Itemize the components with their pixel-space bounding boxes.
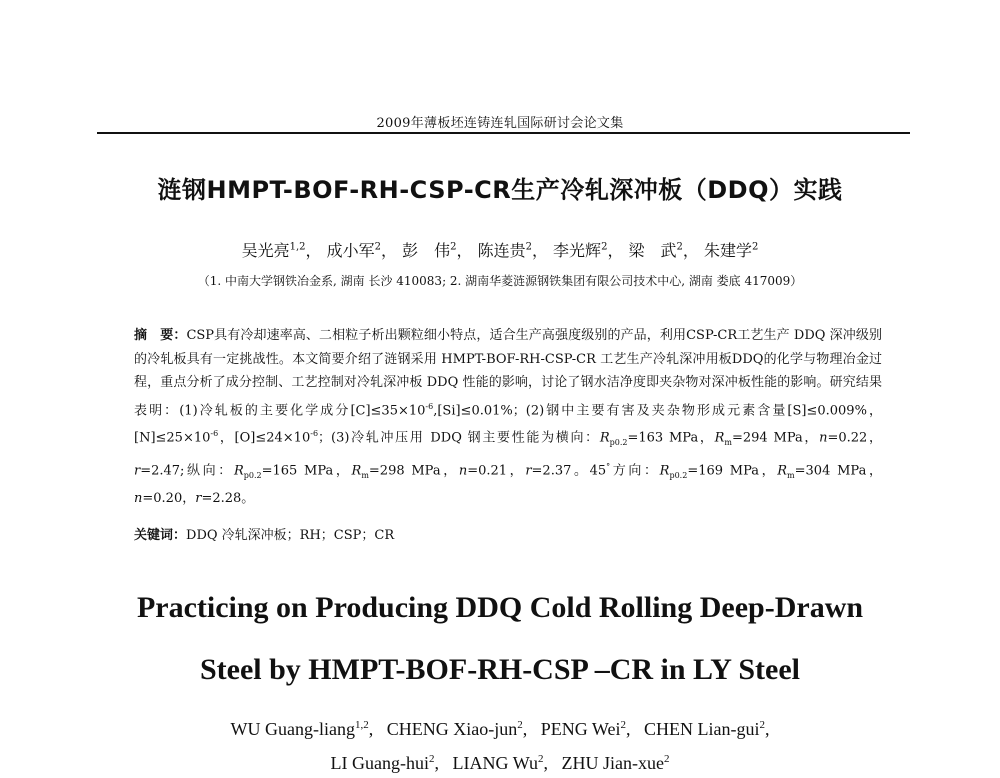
abstract-text: =0.20， xyxy=(142,491,196,507)
author: CHEN Lian-gui xyxy=(643,719,760,739)
author-affil-mark: 2 xyxy=(525,241,532,253)
exponent: -6 xyxy=(210,429,219,439)
abstract-text: ,[Si]≤0.01%；(2)钢中主要有害及夹杂物形成元素含量[S]≤0.009%，[N]≤25×10 xyxy=(134,402,883,446)
author-affil-mark: 1,2 xyxy=(355,719,369,731)
author: LI Guang-hui xyxy=(330,753,430,773)
author: 朱建学 xyxy=(704,241,753,260)
chinese-abstract xyxy=(134,324,882,511)
author: 彭 伟 xyxy=(402,241,451,260)
author-affil-mark: 2 xyxy=(537,753,544,765)
abstract-text: =2.28。 xyxy=(201,491,255,507)
author-affil-mark: 2 xyxy=(374,241,381,253)
subscript: p0.2 xyxy=(669,470,688,480)
author-affil-mark: 1,2 xyxy=(289,241,306,253)
subscript: m xyxy=(361,470,369,480)
author-affil-mark: 2 xyxy=(759,719,765,731)
english-title-line: Steel by HMPT-BOF-RH-CSP –CR in LY Steel xyxy=(199,653,800,686)
english-title-line: Practicing on Producing DDQ Cold Rolling Deep-Drawn xyxy=(136,591,864,624)
header-rule xyxy=(97,132,910,134)
symbol-r-value: r xyxy=(134,463,141,479)
symbol-r: R xyxy=(714,430,725,446)
abstract-text: =165 MPa， xyxy=(261,463,352,479)
author-affil-mark: 2 xyxy=(517,719,523,731)
subscript: p0.2 xyxy=(609,438,628,448)
author-affil-mark: 2 xyxy=(752,241,759,253)
abstract-text: 方向： xyxy=(610,463,660,479)
abstract-text: ，[O]≤24×10 xyxy=(218,430,311,446)
author-affil-mark: 2 xyxy=(450,241,457,253)
abstract-text: =169 MPa， xyxy=(687,463,778,479)
symbol-r-value: r xyxy=(195,491,202,507)
abstract-text: =0.21， xyxy=(467,463,526,479)
abstract-label: 摘 要： xyxy=(134,328,187,343)
abstract-text: =298 MPa， xyxy=(368,463,459,479)
author: 吴光亮 xyxy=(241,241,290,260)
symbol-r: R xyxy=(777,463,788,479)
degree-sign: ° xyxy=(606,461,611,471)
author: CHENG Xiao-jun xyxy=(386,719,518,739)
abstract-text: =0.22， xyxy=(827,430,883,446)
author: 李光辉 xyxy=(553,241,602,260)
running-header: 2009年薄板坯连铸连轧国际研讨会论文集 xyxy=(376,116,624,131)
abstract-text: CSP具有冷却速率高、二相粒子析出颗粒细小特点，适合生产高强度级别的产品，利用CSP-CR工艺生产 DDQ 深冲级别的冷轧板具有一定挑战性。本文简要介绍了涟钢采用 HMPT-BOF-RH-CSP-CR 工艺生产冷轧深冲用板DDQ的化学与物理冶金过程，重点分析了成分控制、工艺控制对冷轧深冲板 DDQ 性能的影响，讨论了钢水洁净度即夹杂物对深冲板性能的影响。研究结果表明：(1)冷轧板的主要化学成分[C]≤35×10 xyxy=(134,328,882,418)
abstract-text: =294 MPa， xyxy=(731,430,820,446)
exponent: -6 xyxy=(425,401,434,411)
chinese-authors: 吴光亮$^{1,2}$， 成小军$^2$， 彭 伟$^2$， 陈连贵$^2$， 李光辉$^2$， 梁 武$^2$， 朱建学$^2$ xyxy=(241,241,759,260)
author-affil-mark: 2 xyxy=(429,753,435,765)
abstract-text: =2.37。45 xyxy=(531,463,607,479)
symbol-r: R xyxy=(351,463,362,479)
author-affil-mark: 2 xyxy=(676,241,683,253)
author-affil-mark: 2 xyxy=(620,719,626,731)
symbol-n: n xyxy=(134,491,143,507)
author: 梁 武 xyxy=(628,241,677,260)
symbol-r: R xyxy=(233,463,244,479)
author: WU Guang-liang xyxy=(230,719,356,739)
keywords-text: DDQ 冷轧深冲板；RH；CSP；CR xyxy=(186,528,395,543)
symbol-n: n xyxy=(458,463,468,479)
author-affil-mark: 2 xyxy=(663,753,670,765)
abstract-text: =163 MPa， xyxy=(627,430,715,446)
subscript: m xyxy=(724,438,732,448)
subscript: m xyxy=(787,470,795,480)
author: 成小军 xyxy=(326,241,375,260)
symbol-r: R xyxy=(599,430,610,446)
keywords xyxy=(134,524,882,543)
author-affil-mark: 2 xyxy=(601,241,608,253)
author: 陈连贵 xyxy=(477,241,526,260)
symbol-r-value: r xyxy=(525,463,532,479)
author: ZHU Jian-xue xyxy=(561,753,664,773)
abstract-text: ；(3)冷轧冲压用 DDQ 钢主要性能为横向： xyxy=(318,430,600,446)
abstract-text: =2.47;纵向： xyxy=(140,463,234,479)
author: PENG Wei xyxy=(540,719,621,739)
english-authors: WU Guang-liang$^{1,2}$, CHENG Xiao-jun$^2$, PENG Wei$^2$, CHEN Lian-gui$^2$, LI Guang-hui$^2$, LIANG Wu$^2$, ZHU Jian-xue$^2$ xyxy=(230,719,770,773)
exponent: -6 xyxy=(310,429,319,439)
abstract-text: =304 MPa， xyxy=(794,463,882,479)
symbol-r: R xyxy=(659,463,670,479)
subscript: p0.2 xyxy=(243,470,262,480)
symbol-n: n xyxy=(819,430,828,446)
chinese-title: 涟钢HMPT-BOF-RH-CSP-CR生产冷轧深冲板（DDQ）实践 xyxy=(157,176,843,204)
chinese-affiliation: （1. 中南大学钢铁冶金系, 湖南 长沙 410083; 2. 湖南华菱涟源钢铁集团有限公司技术中心, 湖南 娄底 417009） xyxy=(197,274,803,288)
author: LIANG Wu xyxy=(452,753,538,773)
keywords-label: 关键词： xyxy=(134,528,187,543)
english-title xyxy=(0,582,1000,696)
